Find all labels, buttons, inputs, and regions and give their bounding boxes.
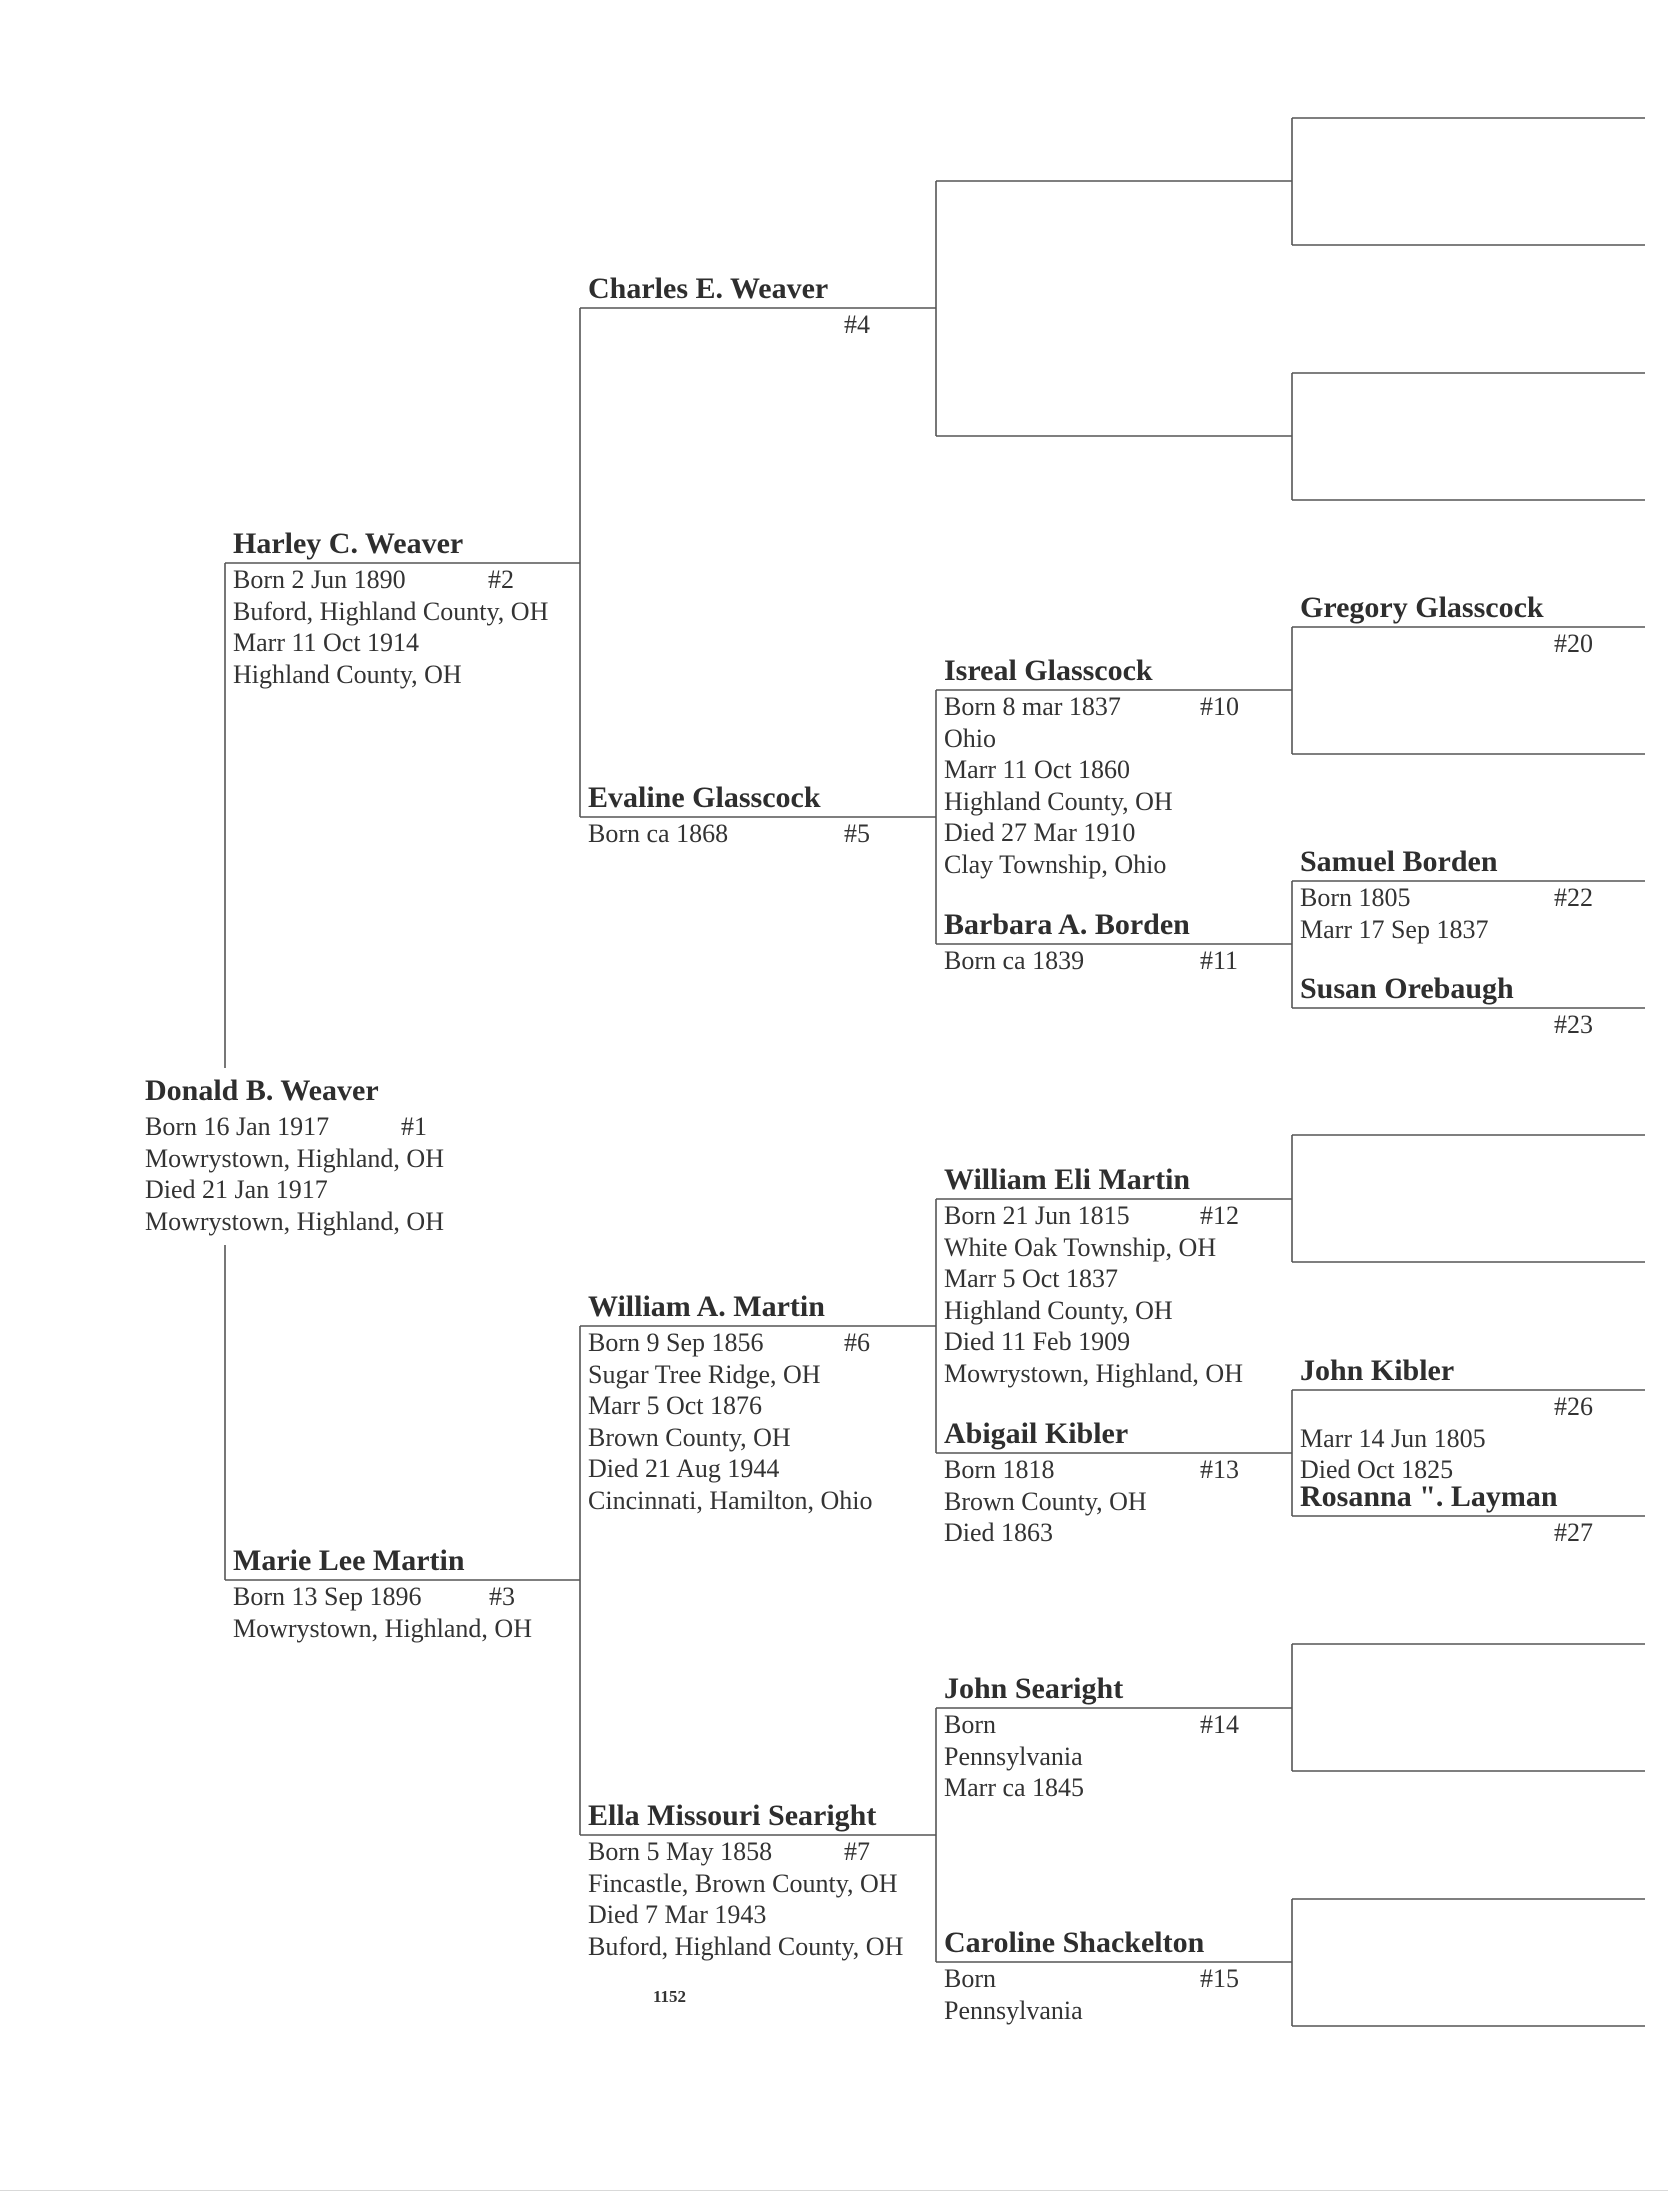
person-13-details <box>944 1454 1239 1549</box>
person-10-detail-line: Ohio <box>944 723 996 753</box>
person-6-number: #6 <box>844 1328 870 1357</box>
person-23-number: #23 <box>1554 1010 1593 1039</box>
page-number: 1152 <box>653 1987 687 2006</box>
person-23-details <box>1300 1009 1593 1041</box>
person-3-number: #3 <box>489 1582 515 1611</box>
person-26-detail-line: Marr 14 Jun 1805 <box>1300 1423 1486 1453</box>
person-1-number: #1 <box>401 1112 427 1141</box>
person-20-number: #20 <box>1554 629 1593 658</box>
person-1-detail-line: Mowrystown, Highland, OH <box>145 1206 444 1236</box>
person-6-name: William A. Martin <box>588 1290 825 1323</box>
person-10-detail-line: Marr 11 Oct 1860 <box>944 755 1131 784</box>
person-12-detail-line: White Oak Township, OH <box>944 1232 1217 1262</box>
person-7-number: #7 <box>844 1837 870 1866</box>
person-3-detail-line: Mowrystown, Highland, OH <box>233 1613 532 1643</box>
person-27-details <box>1300 1517 1593 1549</box>
person-26-detail-line: Died Oct 1825 <box>1300 1455 1454 1484</box>
person-6-detail-line: Brown County, OH <box>588 1422 791 1452</box>
person-26-number-line <box>1300 1391 1593 1423</box>
person-15-name: Caroline Shackelton <box>944 1926 1205 1959</box>
person-22-details <box>1300 882 1593 945</box>
person-10-number: #10 <box>1200 692 1239 721</box>
person-3-details <box>233 1581 532 1644</box>
person-1-detail-line: Mowrystown, Highland, OH <box>145 1143 444 1173</box>
person-12-detail-line: Mowrystown, Highland, OH <box>944 1358 1243 1388</box>
person-14-name: John Searight <box>944 1672 1124 1705</box>
person-2-detail-line: Highland County, OH <box>233 659 462 689</box>
person-5-number: #5 <box>844 819 870 848</box>
person-22-detail-line: Marr 17 Sep 1837 <box>1300 914 1489 944</box>
person-12-detail-line: Highland County, OH <box>944 1295 1173 1325</box>
person-27-number-line <box>1300 1517 1593 1549</box>
person-26-name: John Kibler <box>1300 1354 1455 1387</box>
person-20-details <box>1300 628 1593 660</box>
person-7-detail-line: Fincastle, Brown County, OH <box>588 1868 898 1898</box>
person-13-name: Abigail Kibler <box>944 1417 1129 1450</box>
person-1-born: Born 16 Jan 1917 #1 <box>145 1112 427 1141</box>
person-6-detail-line: Marr 5 Oct 1876 <box>588 1391 763 1420</box>
person-11-born: Born ca 1839 #11 <box>944 946 1239 975</box>
person-7-detail-line: Buford, Highland County, OH <box>588 1931 904 1961</box>
person-2-detail-line: Marr 11 Oct 1914 <box>233 628 420 657</box>
person-14-born: Born #14 <box>944 1710 1239 1739</box>
person-12-name: William Eli Martin <box>944 1163 1191 1196</box>
person-7-detail-line: Died 7 Mar 1943 <box>588 1900 767 1929</box>
person-10-born: Born 8 mar 1837 #10 <box>944 692 1239 721</box>
person-12-number: #12 <box>1200 1201 1239 1230</box>
person-22-name: Samuel Borden <box>1300 845 1498 878</box>
person-12-details <box>944 1200 1243 1389</box>
person-7-name: Ella Missouri Searight <box>588 1799 877 1832</box>
person-4-details <box>588 309 870 341</box>
person-14-detail-line: Marr ca 1845 <box>944 1773 1085 1802</box>
person-10-name: Isreal Glasscock <box>944 654 1153 687</box>
scan-bottom-edge <box>0 2190 1668 2191</box>
person-11-name: Barbara A. Borden <box>944 908 1190 941</box>
person-15-detail-line: Pennsylvania <box>944 1995 1083 2025</box>
person-12-detail-line: Died 11 Feb 1909 <box>944 1327 1131 1356</box>
person-6-details <box>588 1327 873 1516</box>
person-2-detail-line: Buford, Highland County, OH <box>233 596 549 626</box>
person-1-details <box>145 1111 444 1237</box>
person-10-detail-line: Highland County, OH <box>944 786 1173 816</box>
person-12-detail-line: Marr 5 Oct 1837 <box>944 1264 1119 1293</box>
person-23-name: Susan Orebaugh <box>1300 972 1514 1005</box>
person-1-detail-line: Died 21 Jan 1917 <box>145 1175 328 1204</box>
person-11-details <box>944 945 1239 977</box>
person-4-number: #4 <box>844 310 870 339</box>
person-20-number-line <box>1300 628 1593 660</box>
person-14-number: #14 <box>1200 1710 1239 1739</box>
person-10-detail-line: Clay Township, Ohio <box>944 849 1167 879</box>
person-2-details <box>233 564 548 690</box>
person-15-born: Born #15 <box>944 1964 1239 1993</box>
person-22-born: Born 1805 #22 <box>1300 883 1593 912</box>
person-3-name: Marie Lee Martin <box>233 1544 465 1577</box>
person-12-born: Born 21 Jun 1815 #12 <box>944 1201 1239 1230</box>
person-10-detail-line: Died 27 Mar 1910 <box>944 818 1136 847</box>
person-2-number: #2 <box>488 565 514 594</box>
person-5-name: Evaline Glasscock <box>588 781 821 814</box>
person-5-born: Born ca 1868 #5 <box>588 819 870 848</box>
person-14-details <box>944 1709 1239 1804</box>
person-23-number-line <box>1300 1009 1593 1041</box>
person-10-details <box>944 691 1239 880</box>
person-1-name: Donald B. Weaver <box>145 1074 379 1107</box>
person-6-detail-line: Died 21 Aug 1944 <box>588 1454 780 1483</box>
person-15-details <box>944 1963 1239 2026</box>
person-27-number: #27 <box>1554 1518 1593 1547</box>
person-7-details <box>588 1836 903 1962</box>
person-13-number: #13 <box>1200 1455 1239 1484</box>
person-2-born: Born 2 Jun 1890 #2 <box>233 565 514 594</box>
person-27-name: Rosanna ". Layman <box>1300 1480 1558 1513</box>
person-20-name: Gregory Glasscock <box>1300 591 1544 624</box>
person-6-detail-line: Sugar Tree Ridge, OH <box>588 1359 821 1389</box>
person-13-born: Born 1818 #13 <box>944 1455 1239 1484</box>
person-3-born: Born 13 Sep 1896 #3 <box>233 1582 515 1611</box>
person-2-name: Harley C. Weaver <box>233 527 464 560</box>
person-15-number: #15 <box>1200 1964 1239 1993</box>
person-6-detail-line: Cincinnati, Hamilton, Ohio <box>588 1485 873 1515</box>
person-22-number: #22 <box>1554 883 1593 912</box>
person-4-name: Charles E. Weaver <box>588 272 829 305</box>
person-6-born: Born 9 Sep 1856 #6 <box>588 1328 870 1357</box>
person-13-detail-line: Died 1863 <box>944 1518 1054 1547</box>
person-5-details <box>588 818 870 850</box>
person-11-number: #11 <box>1200 946 1239 975</box>
person-13-detail-line: Brown County, OH <box>944 1486 1147 1516</box>
person-4-number-line <box>588 309 870 341</box>
person-7-born: Born 5 May 1858 #7 <box>588 1837 870 1866</box>
person-26-number: #26 <box>1554 1392 1593 1421</box>
person-26-details <box>1300 1391 1593 1486</box>
person-14-detail-line: Pennsylvania <box>944 1741 1083 1771</box>
